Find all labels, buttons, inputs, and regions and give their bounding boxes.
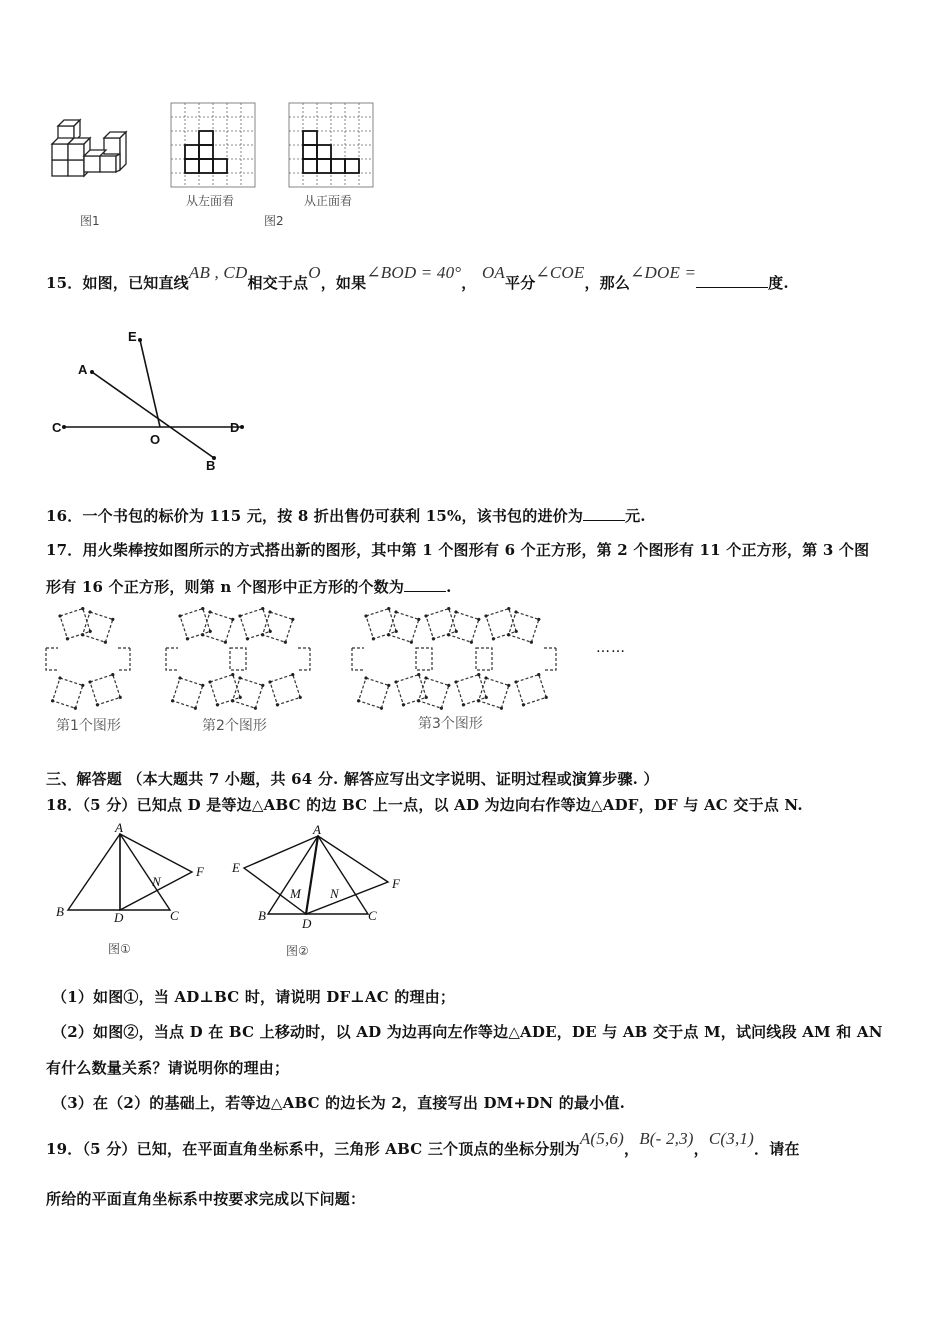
q18-f1-label-a: A	[115, 820, 123, 835]
q18-f1-label-b: B	[56, 904, 64, 919]
q18-figure-2	[228, 822, 418, 932]
section-3-title: 三、解答题 （本大题共 7 小题，共 64 分. 解答应写出文字说明、证明过程或演算步骤. ）	[46, 770, 659, 788]
q15-math-angle-bod: ∠BOD = 40°	[366, 263, 462, 282]
fig1-cube-stack	[44, 118, 134, 188]
q19-sep-1: ，	[624, 1140, 640, 1158]
left-view-caption: 从左面看	[186, 194, 235, 208]
q17-answer-blank	[404, 577, 446, 592]
q19-line-2: 所给的平面直角坐标系中按要求完成以下问题：	[46, 1190, 366, 1208]
q18-fig2-caption: 图②	[286, 944, 309, 958]
q18-part-3: （3）在（2）的基础上，若等边△ABC 的边长为 2，直接写出 DM+DN 的最小值.	[52, 1094, 625, 1112]
q19-line-1	[46, 1129, 800, 1159]
left-view-grid	[170, 102, 258, 190]
q18-f2-label-n: N	[330, 886, 339, 901]
q18-f2-label-f: F	[392, 876, 400, 891]
q15-label-o: O	[150, 432, 161, 447]
fig2-caption: 图2	[264, 214, 284, 228]
q17-matchstick-figures	[44, 604, 634, 732]
q18-f1-label-n: N	[152, 874, 161, 889]
q16-answer-blank	[583, 506, 625, 521]
q18-f1-label-f: F	[196, 864, 204, 879]
q19-point-c: C(3,1)	[708, 1129, 754, 1148]
q15-text-2: 相交于点	[247, 274, 309, 292]
q17-caption-1: 第1个图形	[56, 718, 121, 734]
q16-line	[46, 505, 646, 526]
q15-text-7: 度.	[768, 274, 789, 292]
q17-line-2	[46, 576, 452, 597]
q17-caption-2: 第2个图形	[202, 718, 267, 734]
q15-text-6: ，那么	[584, 274, 631, 292]
q15-text-4: ，	[461, 274, 477, 292]
q18-part-2-line-2: 有什么数量关系？请说明你的理由；	[46, 1059, 290, 1077]
q17-line-2-end: .	[446, 578, 452, 596]
q16-text-b: 元.	[625, 507, 646, 525]
q15-figure	[50, 326, 270, 476]
q17-ellipsis: ……	[596, 640, 626, 656]
q16-text-a: 16．一个书包的标价为 115 元，按 8 折出售仍可获利 15%，该书包的进价为	[46, 507, 584, 525]
q15-text-1: 如图，已知直线	[82, 274, 189, 292]
q19-point-b: B(- 2,3)	[639, 1129, 694, 1148]
q15-math-angle-coe: ∠COE	[535, 263, 585, 282]
q18-f1-label-c: C	[170, 908, 179, 923]
q18-part-2-line-1: （2）如图②，当点 D 在 BC 上移动时，以 AD 为边再向左作等边△ADE，DE 与 AB 交于点 M，试问线段 AM 和 AN	[52, 1023, 883, 1041]
front-view-caption: 从正面看	[304, 194, 353, 208]
q18-f2-label-a: A	[313, 822, 321, 837]
q17-line-2-text: 形有 16 个正方形，则第 n 个图形中正方形的个数为	[46, 578, 405, 596]
q18-part-1: （1）如图①，当 AD⊥BC 时，请说明 DF⊥AC 的理由；	[52, 988, 456, 1006]
q17-line-1: 17．用火柴棒按如图所示的方式搭出新的图形，其中第 1 个图形有 6 个正方形，第 2 个图形有 11 个正方形，第 3 个图	[46, 541, 870, 559]
fig1-caption: 图1	[80, 214, 100, 228]
q19-text-2: ．请在	[754, 1140, 800, 1158]
q15-label-a: A	[78, 362, 88, 377]
q15-math-o: O	[308, 263, 321, 282]
q18-f2-label-d: D	[302, 916, 312, 931]
q15-math-oa: OA	[481, 263, 505, 282]
q19-text-1: 19．（5 分）已知，在平面直角坐标系中，三角形 ABC 三个顶点的坐标分别为	[46, 1140, 580, 1158]
q18-f2-label-m: M	[290, 886, 301, 901]
front-view-grid	[288, 102, 376, 190]
q18-stem: 18．（5 分）已知点 D 是等边△ABC 的边 BC 上一点，以 AD 为边向右作等边△ADF，DF 与 AC 交于点 N.	[46, 796, 803, 814]
q18-fig1-caption: 图①	[108, 942, 131, 956]
q18-f2-label-b: B	[258, 908, 266, 923]
q18-f2-label-c: C	[368, 908, 377, 923]
q18-f1-label-d: D	[114, 910, 124, 925]
q15-text-3: ，如果	[320, 274, 367, 292]
q15-label-e: E	[128, 329, 137, 344]
q15-text-5: 平分	[505, 274, 536, 292]
q18-f2-label-e: E	[232, 860, 240, 875]
q15-math-angle-doe: ∠DOE =	[630, 263, 697, 282]
q15-math-ab-cd: AB , CD	[188, 263, 248, 282]
q15-number: 15．	[46, 274, 83, 292]
q15-label-d: D	[230, 420, 240, 435]
q15-label-b: B	[206, 458, 216, 473]
q15-line	[46, 263, 789, 293]
q18-figure-1	[50, 822, 220, 927]
q15-label-c: C	[52, 420, 62, 435]
q19-sep-2: ，	[693, 1140, 709, 1158]
q17-caption-3: 第3个图形	[418, 716, 483, 732]
q19-point-a: A(5,6)	[579, 1129, 624, 1148]
q15-answer-blank	[696, 273, 768, 288]
